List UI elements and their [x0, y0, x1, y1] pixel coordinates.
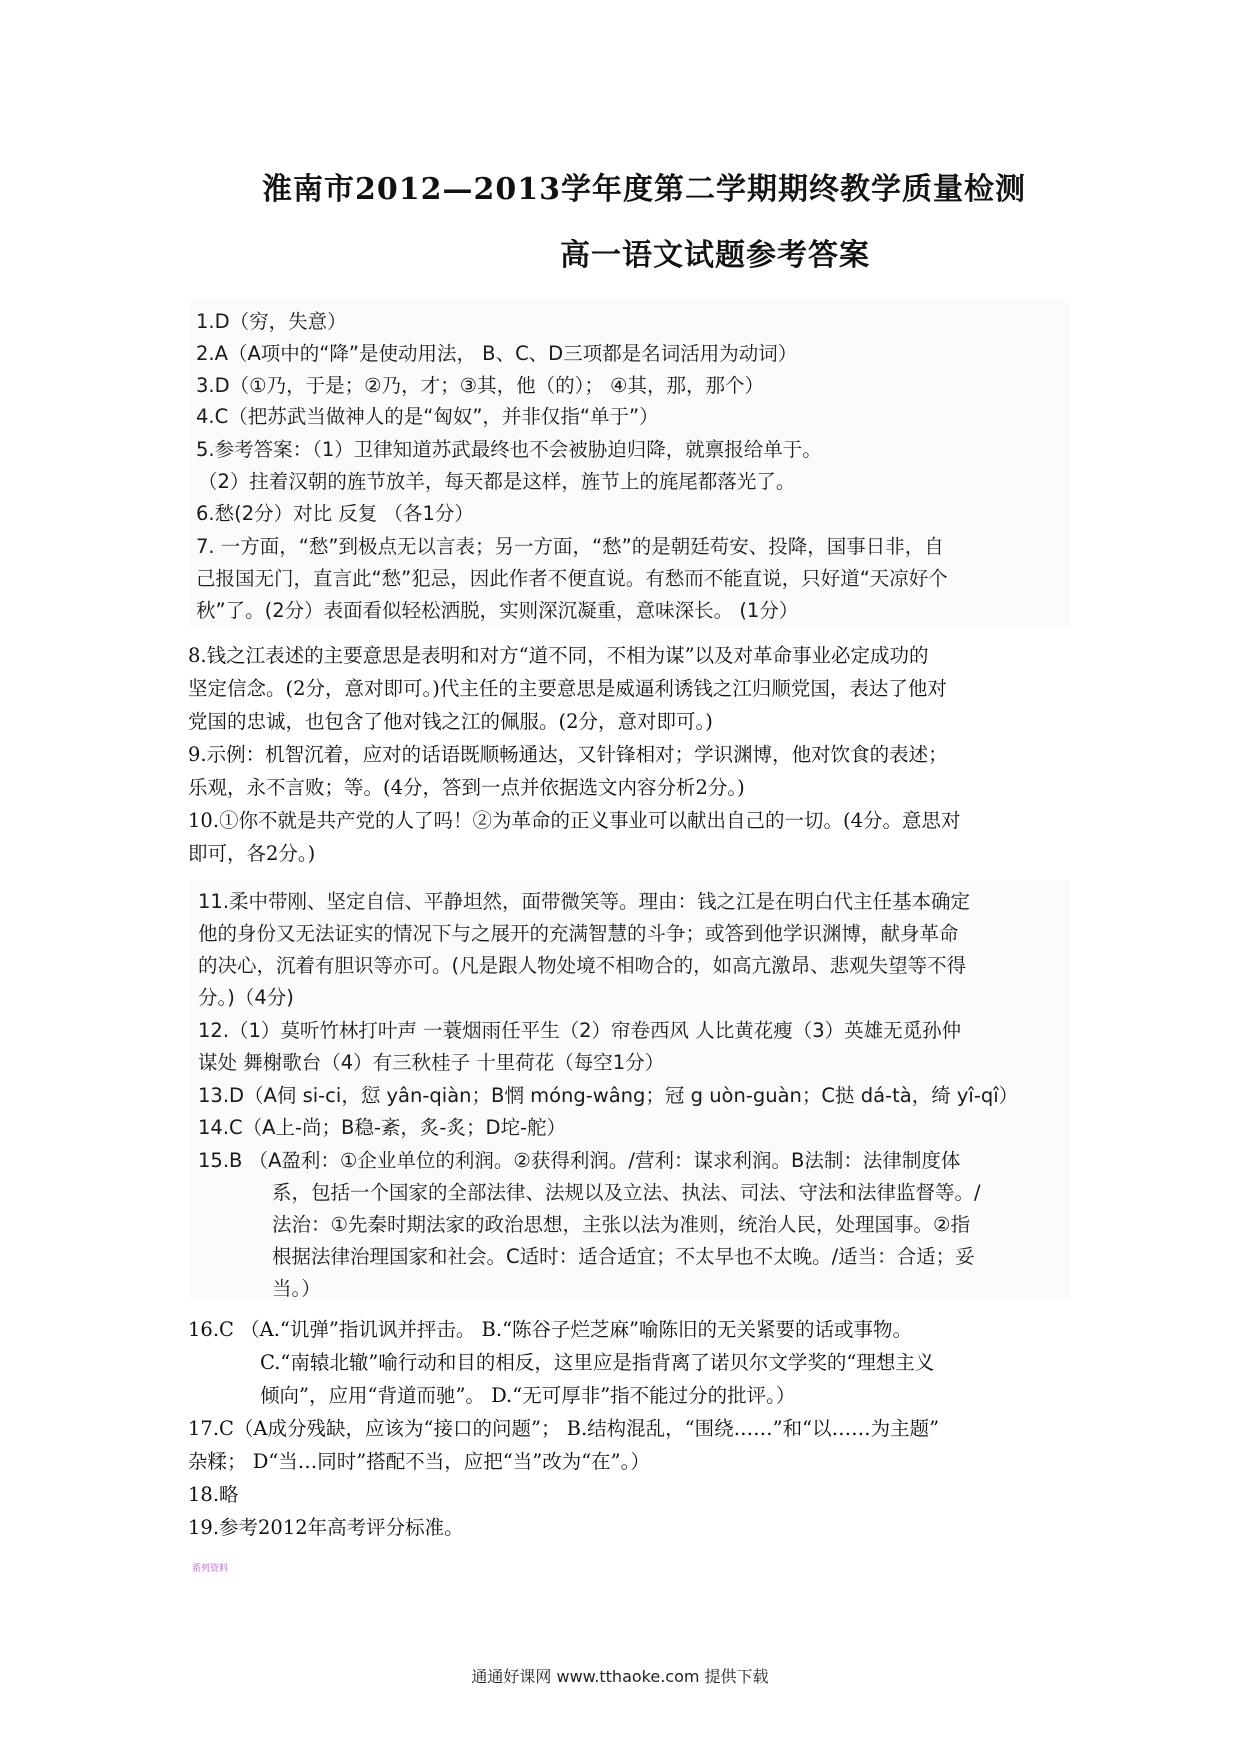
answer-line: 5.参考答案：（1）卫律知道苏武最终也不会被胁迫归降，就禀报给单于。 [196, 438, 822, 461]
answer-line: 秋”了。(2分）表面看似轻松洒脱，实则深沉凝重，意味深长。 (1分） [196, 599, 799, 622]
answer-line: 17.C（A成分残缺，应该为“接口的问题”； B.结构混乱，“围绕……”和“以……为主题” [188, 1417, 940, 1440]
answer-line: 即可，各2分。) [188, 842, 316, 865]
answer-line: 3.D（①乃，于是；②乃，才；③其，他（的）； ④其，那，那个） [196, 374, 764, 397]
document-title: 淮南市2012—2013学年度第二学期期终教学质量检测 [262, 172, 1026, 207]
answer-line: 11.柔中带刚、坚定自信、平静坦然，面带微笑等。理由：钱之江是在明白代主任基本确定 [198, 890, 971, 913]
answer-line: 系，包括一个国家的全部法律、法规以及立法、执法、司法、守法和法律监督等。/ [272, 1181, 981, 1204]
answers-section-4 [188, 1314, 1068, 1554]
answer-line: 12.（1）莫听竹林打叶声 一蓑烟雨任平生（2）帘卷西风 人比黄花瘦（3）英雄无觅孙仲 [198, 1019, 962, 1042]
answers-section-3 [190, 880, 1070, 1300]
answer-line: 13.D（A伺 si-ci，愆 yân-qiàn；B惘 móng-wâng；冠 g uòn-guàn；C挞 dá-tà，绮 yî-qî） [198, 1084, 1019, 1107]
answer-line: 16.C （A.“讥弹”指讥讽并抨击。 B.“陈谷子烂芝麻”喻陈旧的无关紧要的话或事物。 [188, 1318, 913, 1341]
answer-line: 18.略 [188, 1483, 239, 1506]
answer-line: 19.参考2012年高考评分标准。 [188, 1516, 464, 1539]
answer-line: 倾向”，应用“背道而驰”。 D.“无可厚非”指不能过分的批评。） [260, 1384, 796, 1407]
answer-line: 法治：①先秦时期法家的政治思想，主张以法为准则，统治人民，处理国事。②指 [272, 1213, 970, 1236]
tiny-note: 系列资料 [192, 1564, 229, 1574]
answer-line: 他的身份又无法证实的情况下与之展开的充满智慧的斗争；或答到他学识渊博，献身革命 [198, 922, 959, 945]
answer-line: 14.C（A上-尚；B稳-紊，炙-炙；D坨-舵） [198, 1116, 567, 1139]
answer-line: 15.B （A盈利：①企业单位的利润。②获得利润。/营利：谋求利润。B法制：法律制度体 [198, 1149, 961, 1172]
footer-text: 通通好课网 www.tthaoke.com 提供下载 [471, 1667, 769, 1686]
answers-section-2 [188, 640, 1068, 870]
answer-line: 谋处 舞榭歌台（4）有三秋桂子 十里荷花（每空1分） [198, 1051, 665, 1074]
answer-line: C.“南辕北辙”喻行动和目的相反，这里应是指背离了诺贝尔文学奖的“理想主义 [260, 1351, 935, 1374]
answer-line: 7. 一方面，“愁”到极点无以言表；另一方面，“愁”的是朝廷苟安、投降，国事日非，自 [196, 535, 944, 558]
answer-line: 9.示例：机智沉着，应对的话语既顺畅通达，又针锋相对；学识渊博，他对饮食的表述； [188, 743, 948, 766]
answer-line: 分。)（4分) [198, 986, 294, 1009]
answer-line: 杂糅； D“当…同时”搭配不当，应把“当”改为“在”。） [188, 1450, 650, 1473]
answer-line: 1.D（穷，失意） [196, 310, 347, 333]
answer-line: 当。） [272, 1277, 321, 1300]
answer-line: 乐观，永不言败；等。(4分，答到一点并依据选文内容分析2分。) [188, 776, 745, 799]
answer-line: 6.愁(2分）对比 反复 （各1分） [196, 502, 474, 525]
answer-line: 己报国无门，直言此“愁”犯忌，因此作者不便直说。有愁而不能直说，只好道“天凉好个 [196, 567, 948, 590]
answer-line: （2）拄着汉朝的旌节放羊，每天都是这样，旌节上的旄尾都落光了。 [198, 470, 796, 493]
answer-line: 党国的忠诚，也包含了他对钱之江的佩服。(2分，意对即可。) [188, 710, 713, 733]
answers-section-1 [190, 298, 1070, 628]
answer-line: 2.A（A项中的“降”是使动用法， B、C、D三项都是名词活用为动词） [196, 342, 798, 365]
answer-line: 根据法律治理国家和社会。C适时：适合适宜；不太早也不太晚。/适当：合适；妥 [272, 1245, 975, 1268]
answer-line: 8.钱之江表述的主要意思是表明和对方“道不同，不相为谋”以及对革命事业必定成功的 [188, 644, 929, 667]
answer-line: 坚定信念。(2分，意对即可。)代主任的主要意思是威逼利诱钱之江归顺党国，表达了他对 [188, 677, 947, 700]
answer-line: 的决心，沉着有胆识等亦可。(凡是跟人物处境不相吻合的，如高亢激昂、悲观失望等不得 [198, 954, 967, 977]
answer-line: 10.①你不就是共产党的人了吗！②为革命的正义事业可以献出自己的一切。(4分。意思对 [188, 809, 961, 832]
answer-line: 4.C（把苏武当做神人的是“匈奴”，并非仅指“单于”） [196, 405, 659, 428]
document-subtitle: 高一语文试题参考答案 [560, 238, 870, 273]
